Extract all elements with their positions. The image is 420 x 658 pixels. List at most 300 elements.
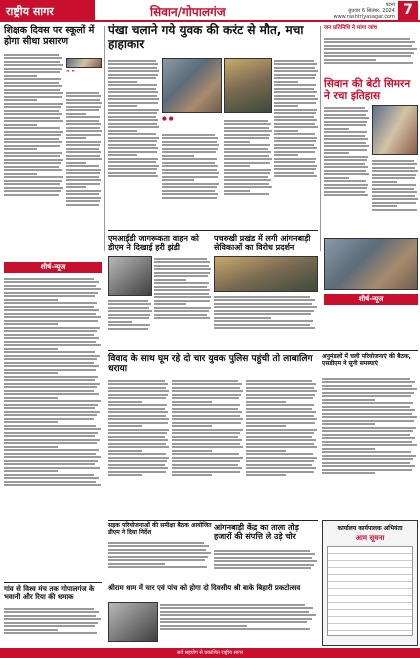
text-line xyxy=(4,362,94,364)
text-line xyxy=(108,175,158,177)
text-line xyxy=(372,174,416,176)
text-line xyxy=(214,303,312,305)
text-line xyxy=(224,172,270,174)
news-photo xyxy=(108,602,158,642)
text-line xyxy=(154,310,209,312)
tender-ad xyxy=(322,520,418,646)
text-line xyxy=(160,621,307,623)
tender-table xyxy=(327,546,413,636)
text-line xyxy=(322,465,415,467)
text-line xyxy=(108,418,169,420)
text-line xyxy=(372,160,414,162)
text-line xyxy=(372,181,397,183)
text-line xyxy=(66,176,99,178)
text-line xyxy=(322,448,375,450)
text-line xyxy=(4,344,101,346)
text-line xyxy=(66,95,101,97)
text-line xyxy=(162,141,217,143)
text-line xyxy=(172,404,240,406)
text-line xyxy=(172,387,240,389)
text-line xyxy=(172,446,243,448)
text-line xyxy=(214,567,311,569)
text-line xyxy=(108,460,167,462)
text-line xyxy=(4,428,101,430)
text-line xyxy=(4,131,63,133)
text-line xyxy=(324,138,368,140)
text-line xyxy=(66,130,102,132)
text-line xyxy=(172,397,239,399)
text-line xyxy=(172,422,241,424)
text-line xyxy=(172,439,242,441)
body-text xyxy=(172,378,244,518)
text-line xyxy=(372,188,414,190)
text-line xyxy=(274,144,314,146)
text-line xyxy=(324,107,365,109)
text-line xyxy=(4,463,95,465)
text-line xyxy=(4,78,61,80)
text-line xyxy=(66,134,101,136)
text-line xyxy=(322,420,414,422)
text-line xyxy=(172,390,243,392)
text-line xyxy=(324,38,410,40)
body-text xyxy=(246,378,318,518)
body-text xyxy=(160,602,318,646)
text-line xyxy=(172,380,238,382)
text-line xyxy=(322,444,417,446)
text-line xyxy=(154,300,210,302)
text-line xyxy=(108,137,159,139)
text-line xyxy=(108,556,208,558)
text-line xyxy=(108,457,169,459)
column-divider xyxy=(320,26,321,251)
text-line xyxy=(154,293,209,295)
body-text xyxy=(108,298,152,346)
text-line xyxy=(4,299,58,301)
text-line xyxy=(66,200,100,202)
text-line xyxy=(4,148,37,150)
text-line xyxy=(4,460,98,462)
text-line xyxy=(172,460,240,462)
text-line xyxy=(4,481,96,483)
text-line xyxy=(4,351,95,353)
text-line xyxy=(274,109,317,111)
text-line xyxy=(172,457,243,459)
body-text xyxy=(108,378,170,518)
text-line xyxy=(324,156,368,158)
text-line xyxy=(274,175,317,177)
footer: सर्व सहयोग से प्रकाशित राष्ट्रीय सागर xyxy=(0,648,420,658)
text-line xyxy=(4,159,63,161)
text-line xyxy=(4,439,100,441)
text-line xyxy=(224,179,271,181)
text-line xyxy=(154,265,209,267)
text-line xyxy=(108,116,156,118)
text-line xyxy=(162,162,215,164)
text-line xyxy=(4,372,58,374)
text-line xyxy=(108,133,156,135)
text-line xyxy=(4,474,94,476)
text-line xyxy=(246,380,312,382)
text-line xyxy=(324,48,417,50)
text-line xyxy=(162,172,219,174)
text-line xyxy=(4,313,96,315)
text-line xyxy=(154,289,210,291)
text-line xyxy=(4,176,63,178)
text-line xyxy=(4,446,58,448)
text-line xyxy=(214,557,312,559)
text-line xyxy=(66,169,101,171)
ad-office: कार्यालय कार्यपालक अभियंता xyxy=(337,525,403,532)
text-line xyxy=(246,474,286,476)
text-line xyxy=(4,418,94,420)
text-line xyxy=(66,141,101,143)
text-line xyxy=(4,134,61,136)
text-line xyxy=(172,443,240,445)
text-line xyxy=(4,477,99,479)
body-text xyxy=(324,36,418,76)
text-line xyxy=(172,408,238,410)
text-line xyxy=(246,408,312,410)
text-line xyxy=(224,141,250,143)
text-line xyxy=(108,559,205,561)
text-line xyxy=(214,320,313,322)
text-line xyxy=(214,299,315,301)
text-line xyxy=(108,161,156,163)
text-line xyxy=(4,120,63,122)
text-line xyxy=(154,261,210,263)
text-line xyxy=(324,52,414,54)
text-line xyxy=(108,154,137,156)
text-line xyxy=(4,390,94,392)
text-line xyxy=(154,286,207,288)
text-line xyxy=(274,88,314,90)
text-line xyxy=(4,183,60,185)
headline-meeting: अनुमंडलों में चली परियोजनाएं की बैठक, एसडीएम ने सुनी समस्याएं xyxy=(322,353,411,367)
body-text xyxy=(214,548,318,580)
text-line xyxy=(4,383,100,385)
text-line xyxy=(274,151,315,153)
section-rule xyxy=(108,230,318,231)
city: पटना xyxy=(385,2,395,8)
text-line xyxy=(162,197,217,199)
text-line xyxy=(154,296,211,298)
text-line xyxy=(246,387,314,389)
news-photo xyxy=(224,58,272,113)
text-line xyxy=(322,427,416,429)
text-line xyxy=(66,92,99,94)
news-photo xyxy=(108,256,152,296)
text-line xyxy=(108,422,168,424)
text-line xyxy=(246,467,316,469)
text-line xyxy=(66,151,101,153)
text-line xyxy=(162,144,219,146)
text-line xyxy=(324,159,367,161)
text-line xyxy=(274,172,314,174)
text-line xyxy=(246,401,286,403)
masthead xyxy=(0,0,420,22)
dateline xyxy=(325,2,395,20)
text-line xyxy=(246,383,316,385)
headline-theft: आंगनबाड़ी केंद्र का ताला तोड़ हजारों की संपत्ति ले उड़े चोर xyxy=(214,523,299,542)
text-line xyxy=(108,453,166,455)
text-line xyxy=(4,337,99,339)
text-line xyxy=(224,151,271,153)
text-line xyxy=(322,392,414,394)
text-line xyxy=(324,41,415,43)
text-line xyxy=(4,141,62,143)
news-photo xyxy=(162,58,222,113)
text-line xyxy=(162,193,218,195)
body-text xyxy=(224,118,272,228)
text-line xyxy=(322,388,417,390)
text-line xyxy=(4,309,99,311)
text-line xyxy=(322,430,413,432)
body-text xyxy=(162,132,220,228)
text-line xyxy=(214,310,314,312)
text-line xyxy=(108,408,165,410)
text-line xyxy=(66,190,101,192)
text-line xyxy=(324,135,365,137)
text-line xyxy=(66,106,101,108)
text-line xyxy=(172,429,243,431)
text-line xyxy=(162,186,217,188)
body-text xyxy=(4,276,102,576)
text-line xyxy=(324,184,368,186)
news-photo xyxy=(324,238,418,290)
body-text xyxy=(274,58,318,228)
text-line xyxy=(66,137,86,139)
text-line xyxy=(324,149,367,151)
text-line xyxy=(274,161,315,163)
text-line xyxy=(154,282,209,284)
text-line xyxy=(4,292,98,294)
text-line xyxy=(214,327,315,329)
text-line xyxy=(322,423,375,425)
text-line xyxy=(108,401,142,403)
text-line xyxy=(324,191,365,193)
news-photo xyxy=(214,256,318,292)
text-line xyxy=(108,60,156,62)
text-line xyxy=(4,124,37,126)
text-line xyxy=(108,123,157,125)
text-line xyxy=(324,187,367,189)
text-line xyxy=(224,176,268,178)
text-line xyxy=(108,328,148,330)
text-line xyxy=(108,112,157,114)
text-line xyxy=(162,137,218,139)
text-line xyxy=(108,67,157,69)
text-line xyxy=(108,310,152,312)
text-line xyxy=(4,449,99,451)
text-line xyxy=(108,144,156,146)
text-line xyxy=(108,74,158,76)
text-line xyxy=(246,439,316,441)
text-line xyxy=(322,409,415,411)
text-line xyxy=(108,91,158,93)
text-line xyxy=(4,379,95,381)
text-line xyxy=(372,177,415,179)
page-number: 7 xyxy=(398,1,418,20)
text-line xyxy=(322,451,411,453)
text-line xyxy=(274,74,316,76)
text-line xyxy=(66,179,101,181)
pull-quote: ● ● xyxy=(162,116,174,122)
text-line xyxy=(108,147,158,149)
text-line xyxy=(108,446,169,448)
text-line xyxy=(4,152,62,154)
text-line xyxy=(274,77,315,79)
text-line xyxy=(108,303,151,305)
text-line xyxy=(324,124,366,126)
text-line xyxy=(324,177,349,179)
body-text xyxy=(154,256,212,346)
text-line xyxy=(4,453,96,455)
text-line xyxy=(108,432,167,434)
text-line xyxy=(108,172,156,174)
text-line xyxy=(172,383,242,385)
news-photo xyxy=(372,105,418,155)
text-line xyxy=(324,131,367,133)
text-line xyxy=(108,394,168,396)
body-text xyxy=(4,606,102,646)
headline-protest: पचरुखी प्रखंड में लगी आंगनबाड़ी सेविकाओं का विरोध प्रदर्शन xyxy=(214,234,311,253)
text-line xyxy=(274,168,316,170)
text-line xyxy=(162,155,194,157)
text-line xyxy=(274,105,298,107)
text-line xyxy=(4,54,59,56)
text-line xyxy=(246,436,312,438)
text-line xyxy=(108,387,166,389)
headline-shriram-dham: श्रीराम धाम में चार एवं पांच को होगा दो दिवसीय श्री बाके बिहारी प्रकटोत्सव xyxy=(108,584,301,592)
text-line xyxy=(372,195,415,197)
text-line xyxy=(108,63,158,65)
text-line xyxy=(274,158,316,160)
text-line xyxy=(4,155,60,157)
text-line xyxy=(246,453,313,455)
text-line xyxy=(154,275,208,277)
text-line xyxy=(162,148,218,150)
text-line xyxy=(4,484,101,486)
section-rule xyxy=(4,582,102,583)
text-line xyxy=(246,450,286,452)
text-line xyxy=(160,618,312,620)
text-line xyxy=(66,109,99,111)
body-text xyxy=(324,105,369,235)
text-line xyxy=(214,553,315,555)
text-line xyxy=(108,151,157,153)
text-line xyxy=(66,148,99,150)
text-line xyxy=(4,71,60,73)
text-line xyxy=(4,386,97,388)
text-line xyxy=(4,327,100,329)
text-line xyxy=(322,455,416,457)
text-line xyxy=(372,198,418,200)
text-line xyxy=(4,435,95,437)
text-line xyxy=(108,317,149,319)
text-line xyxy=(274,84,316,86)
text-line xyxy=(224,190,250,192)
text-line xyxy=(4,61,60,63)
text-line xyxy=(108,300,148,302)
text-line xyxy=(322,458,413,460)
text-line xyxy=(322,413,412,415)
text-line xyxy=(4,288,101,290)
text-line xyxy=(324,45,412,47)
text-line xyxy=(322,406,410,408)
text-line xyxy=(4,85,62,87)
text-line xyxy=(322,462,410,464)
text-line xyxy=(108,439,168,441)
text-line xyxy=(108,84,157,86)
text-line xyxy=(172,425,212,427)
text-line xyxy=(274,130,298,132)
text-line xyxy=(274,147,317,149)
text-line xyxy=(322,395,411,397)
website: www.rashtriyasagar.com xyxy=(333,14,395,20)
text-line xyxy=(214,564,314,566)
text-line xyxy=(224,120,268,122)
text-line xyxy=(108,126,159,128)
text-line xyxy=(4,113,62,115)
text-line xyxy=(108,563,165,565)
text-line xyxy=(274,70,318,72)
text-line xyxy=(108,436,165,438)
text-line xyxy=(108,98,159,100)
text-line xyxy=(172,453,239,455)
headline-police: विवाद के साथ घूम रहे दो चार युवक पुलिस पहुंची तो लाबालिग धराया xyxy=(108,354,313,375)
text-line xyxy=(372,170,418,172)
text-line xyxy=(4,285,96,287)
body-text xyxy=(372,158,418,235)
text-line xyxy=(324,163,365,165)
text-line xyxy=(274,154,298,156)
text-line xyxy=(4,611,99,613)
text-line xyxy=(4,145,60,147)
text-line xyxy=(108,77,156,79)
text-line xyxy=(4,57,62,59)
text-line xyxy=(108,549,206,551)
text-line xyxy=(4,355,100,357)
text-line xyxy=(154,307,211,309)
text-line xyxy=(108,95,157,97)
text-line xyxy=(162,158,217,160)
text-line xyxy=(66,99,100,101)
section-title: राष्ट्रीय सागर xyxy=(0,0,95,20)
text-line xyxy=(172,401,212,403)
body-text xyxy=(214,294,318,346)
text-line xyxy=(246,471,314,473)
text-line xyxy=(246,443,314,445)
text-line xyxy=(66,204,99,206)
text-line xyxy=(214,306,317,308)
text-line xyxy=(322,385,412,387)
text-line xyxy=(108,411,168,413)
text-line xyxy=(4,127,60,129)
text-line xyxy=(372,205,397,207)
text-line xyxy=(4,110,59,112)
text-line xyxy=(4,421,58,423)
text-line xyxy=(246,394,315,396)
text-line xyxy=(214,560,317,562)
text-line xyxy=(108,119,158,121)
text-line xyxy=(224,158,272,160)
text-line xyxy=(372,167,415,169)
text-line xyxy=(224,148,268,150)
text-line xyxy=(4,75,37,77)
edition-title: सिवान/गोपालगंज xyxy=(150,5,226,19)
body-text xyxy=(322,376,418,516)
text-line xyxy=(322,469,412,471)
